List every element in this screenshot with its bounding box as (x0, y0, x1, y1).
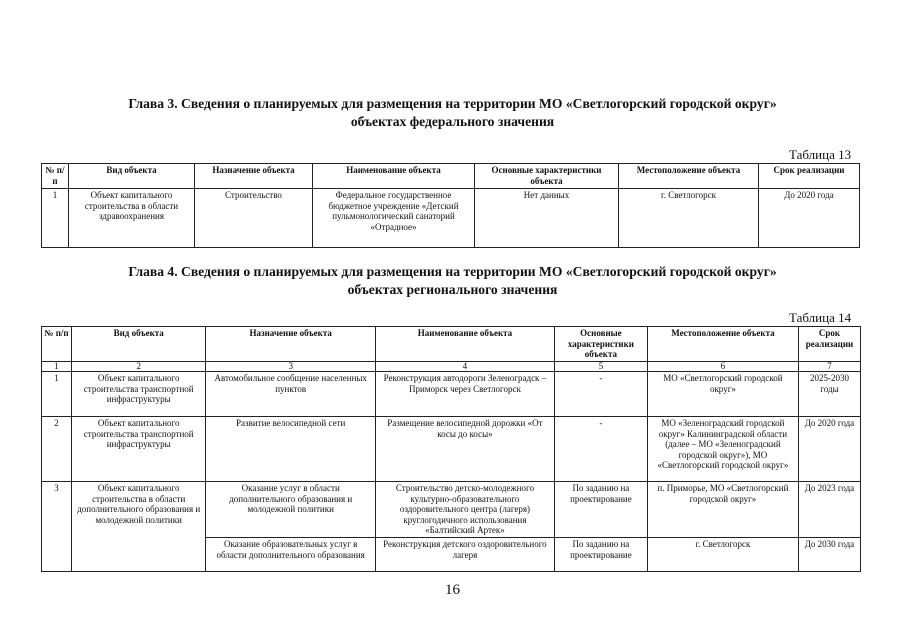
cell-purpose: Оказание услуг в области дополнительного образования и молодежной политики (206, 482, 376, 538)
cell-name: Реконструкция автодороги Зеленоградск – Приморск через Светлогорск (375, 372, 554, 417)
chapter4-heading-line2: объектах регионального значения (347, 282, 558, 297)
table14-index-row (42, 362, 861, 372)
cell-deadline: До 2020 года (759, 189, 860, 248)
chapter3-heading-line2: объектах федерального значения (350, 114, 555, 129)
cell-num: 2 (42, 417, 72, 482)
cell-deadline: До 2030 года (798, 538, 860, 572)
cell-purpose: Оказание образовательных услуг в области дополнительного образования (206, 538, 376, 572)
header-characteristics: Основные характеристики объекта (554, 327, 647, 362)
header-name: Наименование объекта (375, 327, 554, 362)
header-num: № п/п (42, 327, 72, 362)
cell-num: 3 (42, 482, 72, 572)
index-cell: 7 (798, 362, 860, 372)
cell-deadline: До 2020 года (798, 417, 860, 482)
table14-label: Таблица 14 (789, 310, 852, 325)
cell-num: 1 (42, 189, 69, 248)
header-deadline: Срок реализации (798, 327, 860, 362)
table-row (42, 189, 860, 248)
index-cell: 1 (42, 362, 72, 372)
table13-header-row (42, 164, 860, 189)
cell-deadline: 2025-2030 годы (798, 372, 860, 417)
header-purpose: Назначение объекта (195, 164, 313, 189)
cell-name: Реконструкция детского оздоровительного лагеря (375, 538, 554, 572)
index-cell: 3 (206, 362, 376, 372)
header-purpose: Назначение объекта (206, 327, 376, 362)
chapter3-heading-line1: Глава 3. Сведения о планируемых для размещения на территории МО «Светлогорский городской округ» (128, 96, 777, 111)
table-14 (41, 326, 861, 572)
cell-object-type: Объект капитального строительства транспортной инфраструктуры (71, 417, 205, 482)
cell-name: Размещение велосипедной дорожки «От косы до косы» (375, 417, 554, 482)
table14-header-row (42, 327, 861, 362)
cell-num: 1 (42, 372, 72, 417)
page-number: 16 (445, 582, 460, 598)
cell-location: г. Светлогорск (619, 189, 759, 248)
cell-location: п. Приморье, МО «Светлогорский городской округ» (647, 482, 798, 538)
header-deadline: Срок реализации (759, 164, 860, 189)
cell-characteristics: Нет данных (475, 189, 619, 248)
chapter4-heading (0, 263, 905, 299)
cell-characteristics: - (554, 372, 647, 417)
cell-purpose: Строительство (195, 189, 313, 248)
cell-deadline: До 2023 года (798, 482, 860, 538)
cell-characteristics: По заданию на проектирование (554, 482, 647, 538)
cell-name: Строительство детско-молодежного культурно-образовательного оздоровительного центра (лагеря) круглогодичного использования «Балтийский Артек» (375, 482, 554, 538)
cell-characteristics: - (554, 417, 647, 482)
table-row (42, 417, 861, 482)
header-location: Местоположение объекта (619, 164, 759, 189)
header-name: Наименование объекта (313, 164, 475, 189)
cell-characteristics: По заданию на проектирование (554, 538, 647, 572)
cell-location: г. Светлогорск (647, 538, 798, 572)
chapter4-heading-line1: Глава 4. Сведения о планируемых для размещения на территории МО «Светлогорский городской округ» (128, 264, 777, 279)
index-cell: 6 (647, 362, 798, 372)
cell-location: МО «Светлогорский городской округ» (647, 372, 798, 417)
header-object-type: Вид объекта (69, 164, 195, 189)
table-13 (41, 163, 860, 248)
cell-object-type: Объект капитального строительства в области дополнительного образования и молодежной политики (71, 482, 205, 572)
table13-label: Таблица 13 (789, 147, 852, 162)
cell-purpose: Развитие велосипедной сети (206, 417, 376, 482)
index-cell: 2 (71, 362, 205, 372)
index-cell: 5 (554, 362, 647, 372)
index-cell: 4 (375, 362, 554, 372)
table-row (42, 482, 861, 538)
header-object-type: Вид объекта (71, 327, 205, 362)
cell-purpose: Автомобильное сообщение населенных пунктов (206, 372, 376, 417)
header-num: № п/п (42, 164, 69, 189)
chapter3-heading (0, 95, 905, 131)
header-location: Местоположение объекта (647, 327, 798, 362)
cell-location: МО «Зеленоградский городской округ» Калининградской области (далее – МО «Зеленоградский городской округ»), МО «Светлогорский городской округ» (647, 417, 798, 482)
header-characteristics: Основные характеристики объекта (475, 164, 619, 189)
cell-object-type: Объект капитального строительства транспортной инфраструктуры (71, 372, 205, 417)
table-row (42, 372, 861, 417)
cell-object-type: Объект капитального строительства в области здравоохранения (69, 189, 195, 248)
cell-name: Федеральное государственное бюджетное учреждение «Детский пульмонологический санаторий «Отрадное» (313, 189, 475, 248)
